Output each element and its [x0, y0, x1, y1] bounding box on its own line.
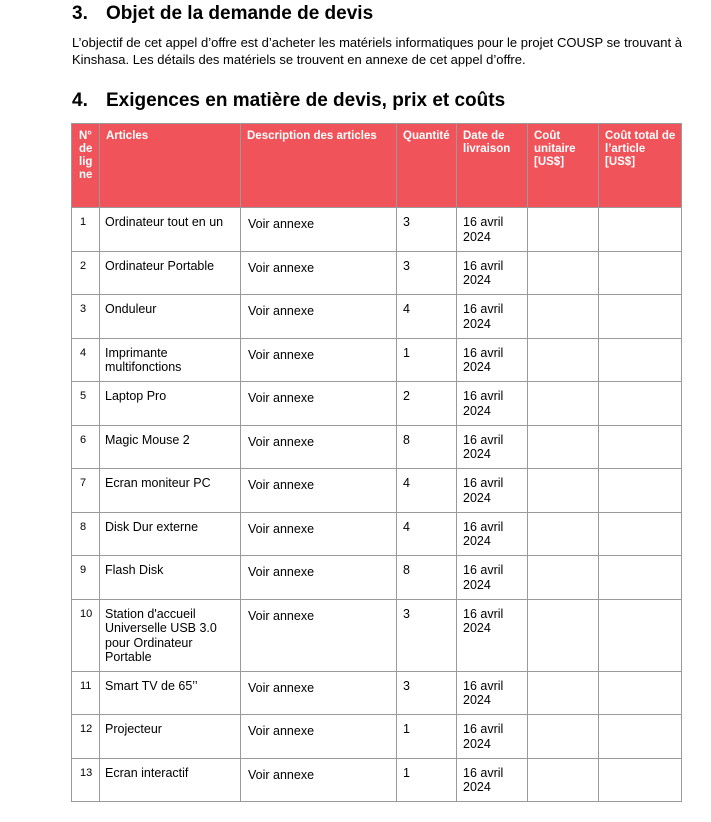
header-total-cost: Coût total de l’article [US$] [599, 124, 682, 208]
cell-quantity: 4 [397, 512, 457, 556]
table-row [72, 671, 682, 715]
cell-unit-cost[interactable] [528, 425, 599, 469]
cell-total-cost[interactable] [599, 599, 682, 671]
cell-line-number: 1 [72, 208, 100, 252]
cell-delivery-date: 16 avril 2024 [457, 469, 528, 513]
cell-total-cost[interactable] [599, 715, 682, 759]
cell-unit-cost[interactable] [528, 512, 599, 556]
table-row [72, 295, 682, 339]
table-header-row [72, 124, 682, 208]
cell-quantity: 1 [397, 758, 457, 802]
header-quantity: Quantité [397, 124, 457, 208]
section-3-paragraph: L’objectif de cet appel d’offre est d’acheter les matériels informatiques pour le projet COUSP se trouvant à Kinshasa. Les détails des matériels se trouvent en annexe de cet appel d’offre. [72, 35, 682, 67]
cell-article: Ecran interactif [100, 758, 241, 802]
cell-line-number: 9 [72, 556, 100, 600]
cell-description: Voir annexe [241, 671, 397, 715]
section-3-number: 3. [72, 3, 88, 24]
cell-line-number: 10 [72, 599, 100, 671]
cell-total-cost[interactable] [599, 382, 682, 426]
cell-line-number: 13 [72, 758, 100, 802]
cell-unit-cost[interactable] [528, 338, 599, 382]
cell-unit-cost[interactable] [528, 671, 599, 715]
cell-description: Voir annexe [241, 758, 397, 802]
cell-delivery-date: 16 avril 2024 [457, 556, 528, 600]
cell-line-number: 5 [72, 382, 100, 426]
cell-total-cost[interactable] [599, 671, 682, 715]
cell-article: Imprimante multifonctions [100, 338, 241, 382]
cell-quantity: 8 [397, 425, 457, 469]
cell-line-number: 4 [72, 338, 100, 382]
cell-article: Laptop Pro [100, 382, 241, 426]
cell-unit-cost[interactable] [528, 382, 599, 426]
cell-description: Voir annexe [241, 512, 397, 556]
header-unit-cost: Coût unitaire [US$] [528, 124, 599, 208]
cell-description: Voir annexe [241, 556, 397, 600]
cell-delivery-date: 16 avril 2024 [457, 425, 528, 469]
cell-unit-cost[interactable] [528, 469, 599, 513]
cell-line-number: 11 [72, 671, 100, 715]
cell-delivery-date: 16 avril 2024 [457, 295, 528, 339]
cell-article: Smart TV de 65’’ [100, 671, 241, 715]
cell-delivery-date: 16 avril 2024 [457, 758, 528, 802]
cell-quantity: 2 [397, 382, 457, 426]
cell-delivery-date: 16 avril 2024 [457, 599, 528, 671]
cell-article: Ordinateur tout en un [100, 208, 241, 252]
section-3-title: Objet de la demande de devis [106, 3, 374, 24]
cell-description: Voir annexe [241, 715, 397, 759]
table-row [72, 758, 682, 802]
cell-delivery-date: 16 avril 2024 [457, 251, 528, 295]
cell-article: Ordinateur Portable [100, 251, 241, 295]
table-row [72, 425, 682, 469]
table-row [72, 338, 682, 382]
cell-unit-cost[interactable] [528, 556, 599, 600]
cell-total-cost[interactable] [599, 469, 682, 513]
header-description: Description des articles [241, 124, 397, 208]
cell-total-cost[interactable] [599, 251, 682, 295]
section-3-heading [72, 3, 373, 25]
table-row [72, 382, 682, 426]
cell-article: Flash Disk [100, 556, 241, 600]
cell-line-number: 3 [72, 295, 100, 339]
cell-unit-cost[interactable] [528, 295, 599, 339]
cell-quantity: 4 [397, 295, 457, 339]
cell-unit-cost[interactable] [528, 251, 599, 295]
cell-description: Voir annexe [241, 208, 397, 252]
cell-line-number: 7 [72, 469, 100, 513]
cell-description: Voir annexe [241, 338, 397, 382]
cell-article: Magic Mouse 2 [100, 425, 241, 469]
cell-description: Voir annexe [241, 251, 397, 295]
cell-article: Ecran moniteur PC [100, 469, 241, 513]
cell-article: Onduleur [100, 295, 241, 339]
cell-line-number: 12 [72, 715, 100, 759]
cell-delivery-date: 16 avril 2024 [457, 715, 528, 759]
cell-total-cost[interactable] [599, 208, 682, 252]
table-row [72, 251, 682, 295]
cell-delivery-date: 16 avril 2024 [457, 512, 528, 556]
cell-unit-cost[interactable] [528, 599, 599, 671]
cell-total-cost[interactable] [599, 556, 682, 600]
cell-total-cost[interactable] [599, 425, 682, 469]
cell-delivery-date: 16 avril 2024 [457, 208, 528, 252]
header-articles: Articles [100, 124, 241, 208]
section-4-heading [72, 90, 505, 112]
table-row [72, 715, 682, 759]
cell-unit-cost[interactable] [528, 758, 599, 802]
cell-quantity: 8 [397, 556, 457, 600]
cell-description: Voir annexe [241, 425, 397, 469]
table-row [72, 469, 682, 513]
cell-unit-cost[interactable] [528, 208, 599, 252]
section-4-title: Exigences en matière de devis, prix et coûts [106, 90, 506, 111]
cell-description: Voir annexe [241, 599, 397, 671]
cell-delivery-date: 16 avril 2024 [457, 671, 528, 715]
cell-quantity: 3 [397, 251, 457, 295]
quote-requirements-table [71, 123, 682, 802]
table-row [72, 599, 682, 671]
cell-article: Station d'accueil Universelle USB 3.0 pour Ordinateur Portable [100, 599, 241, 671]
cell-total-cost[interactable] [599, 295, 682, 339]
table-row [72, 512, 682, 556]
cell-unit-cost[interactable] [528, 715, 599, 759]
cell-line-number: 8 [72, 512, 100, 556]
header-delivery-date: Date de livraison [457, 124, 528, 208]
cell-total-cost[interactable] [599, 758, 682, 802]
cell-quantity: 4 [397, 469, 457, 513]
cell-quantity: 3 [397, 599, 457, 671]
cell-delivery-date: 16 avril 2024 [457, 382, 528, 426]
table-row [72, 208, 682, 252]
cell-description: Voir annexe [241, 469, 397, 513]
cell-total-cost[interactable] [599, 338, 682, 382]
cell-article: Projecteur [100, 715, 241, 759]
cell-quantity: 1 [397, 338, 457, 382]
cell-line-number: 6 [72, 425, 100, 469]
header-line-number: N° de ligne [72, 124, 100, 208]
section-4-number: 4. [72, 90, 88, 111]
cell-line-number: 2 [72, 251, 100, 295]
cell-article: Disk Dur externe [100, 512, 241, 556]
cell-quantity: 3 [397, 208, 457, 252]
cell-description: Voir annexe [241, 295, 397, 339]
table-row [72, 556, 682, 600]
cell-quantity: 3 [397, 671, 457, 715]
cell-total-cost[interactable] [599, 512, 682, 556]
cell-delivery-date: 16 avril 2024 [457, 338, 528, 382]
cell-quantity: 1 [397, 715, 457, 759]
cell-description: Voir annexe [241, 382, 397, 426]
